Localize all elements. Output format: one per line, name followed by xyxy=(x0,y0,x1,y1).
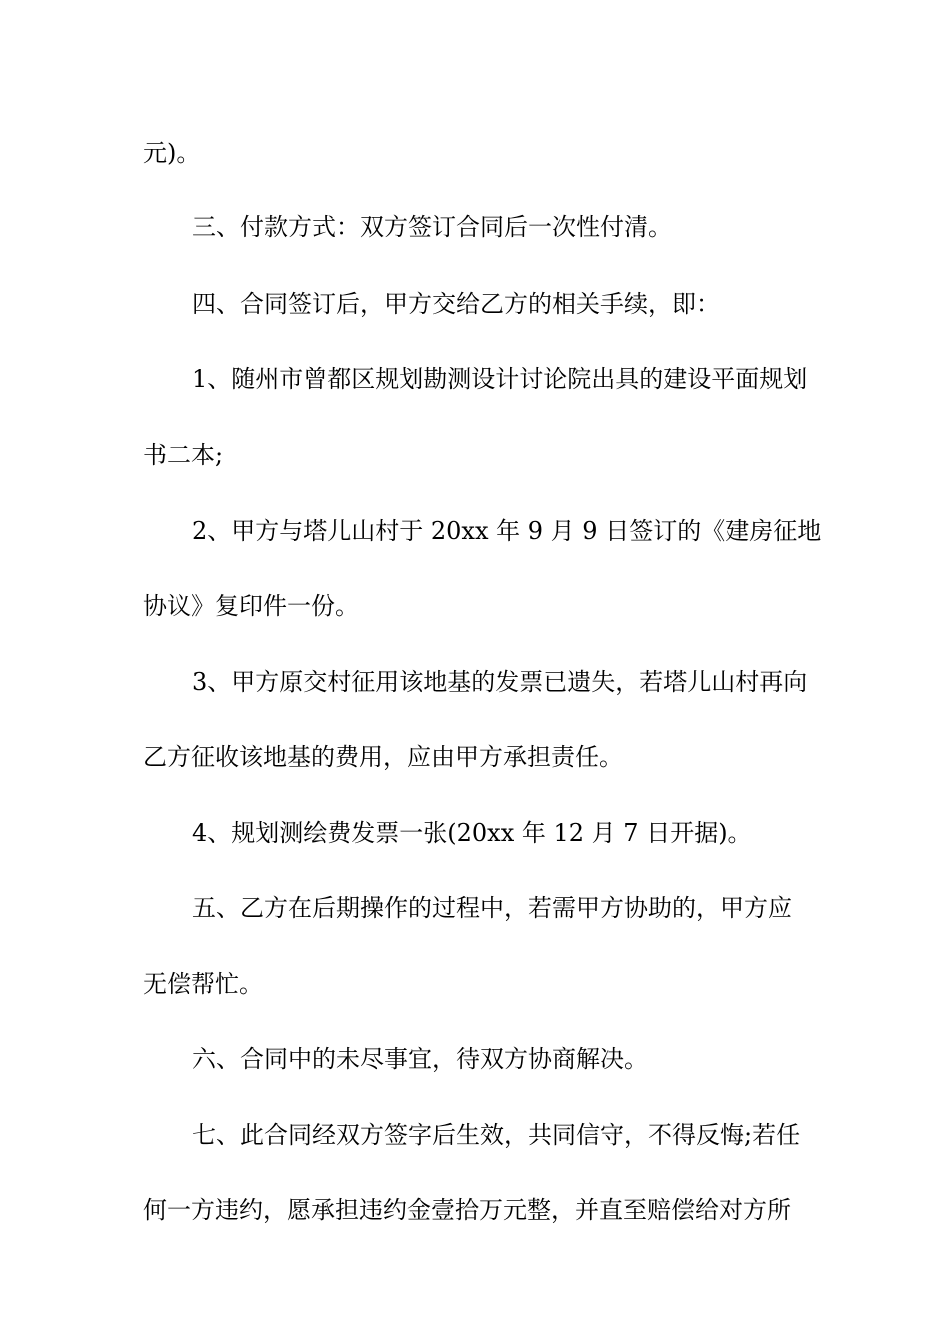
item-2-line-1: 2、甲方与塔儿山村于 20xx 年 9 月 9 日签订的《建房征地 xyxy=(192,517,822,545)
clause-7-line-2: 何一方违约，愿承担违约金壹拾万元整，并直至赔偿给对方所 xyxy=(143,1196,791,1224)
item-2-line-2: 协议》复印件一份。 xyxy=(143,592,359,620)
clause-5-line-2: 无偿帮忙。 xyxy=(143,970,263,998)
item-1-line-1: 1、随州市曾都区规划勘测设计讨论院出具的建设平面规划 xyxy=(192,365,808,393)
clause-5-line-1: 五、乙方在后期操作的过程中，若需甲方协助的，甲方应 xyxy=(192,894,792,922)
text-line-1: 元)。 xyxy=(143,139,201,167)
clause-6: 六、合同中的未尽事宜，待双方协商解决。 xyxy=(192,1045,648,1073)
clause-7-line-1: 七、此合同经双方签字后生效，共同信守，不得反悔;若任 xyxy=(192,1121,801,1149)
item-3-line-1: 3、甲方原交村征用该地基的发票已遗失，若塔儿山村再向 xyxy=(192,668,808,696)
clause-4-heading: 四、合同签订后，甲方交给乙方的相关手续，即： xyxy=(192,290,720,318)
item-3-line-2: 乙方征收该地基的费用，应由甲方承担责任。 xyxy=(143,743,623,771)
clause-3-payment: 三、付款方式：双方签订合同后一次性付清。 xyxy=(192,213,672,241)
item-4: 4、规划测绘费发票一张(20xx 年 12 月 7 日开据)。 xyxy=(192,819,752,847)
item-1-line-2: 书二本; xyxy=(143,441,224,469)
